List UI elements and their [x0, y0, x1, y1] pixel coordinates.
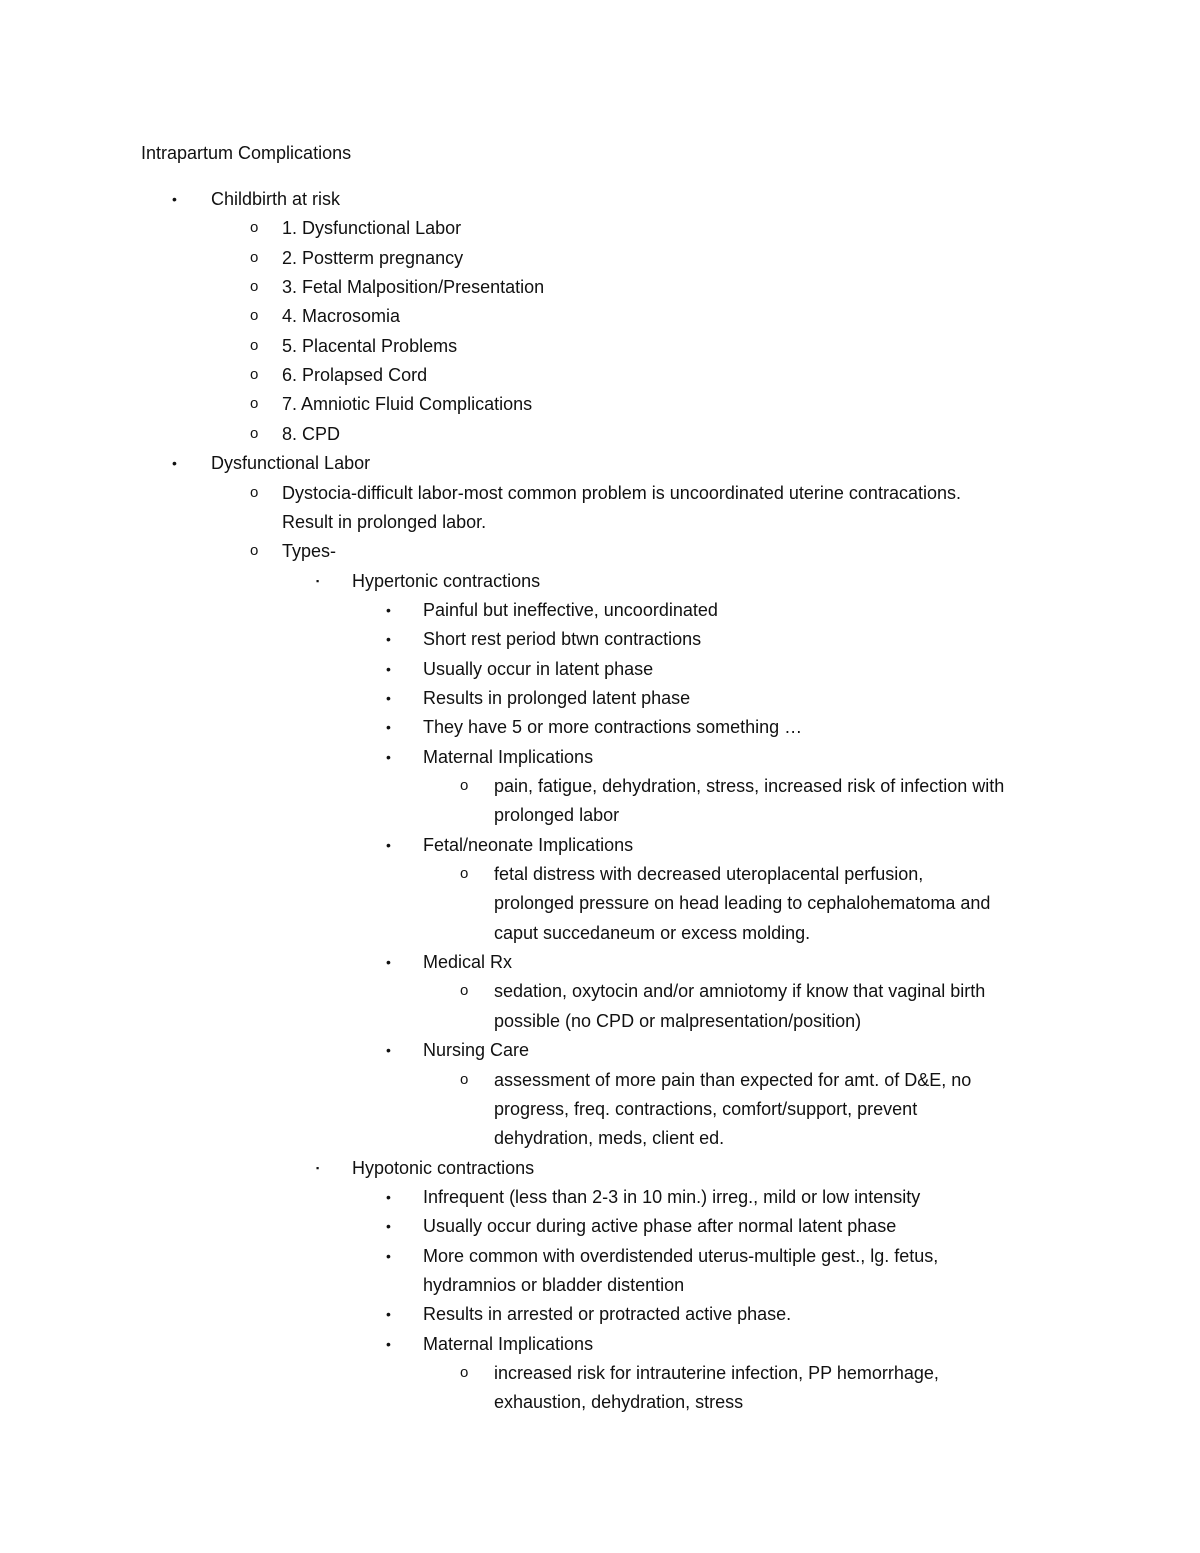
- outline-line-text: exhaustion, dehydration, stress: [494, 1392, 744, 1413]
- bullet-marker-icon: •: [386, 601, 391, 618]
- outline-line-text: They have 5 or more contractions something …: [423, 717, 803, 738]
- outline-line-text: Nursing Care: [423, 1040, 530, 1061]
- outline-line-text: increased risk for intrauterine infection, PP hemorrhage,: [494, 1363, 939, 1383]
- circle-marker-icon: o: [250, 542, 259, 560]
- circle-marker-icon: o: [250, 248, 259, 266]
- outline-line-text: Infrequent (less than 2-3 in 10 min.) irreg., mild or low intensity: [423, 1186, 921, 1207]
- outline-line-text: dehydration, meds, client ed.: [494, 1128, 725, 1149]
- outline-line-text: Hypotonic contractions: [352, 1157, 535, 1178]
- outline-line-text: Hypertonic contractions: [352, 570, 541, 591]
- outline-line-text: fetal distress with decreased uteroplacental perfusion,: [494, 864, 924, 885]
- outline-line-text: Childbirth at risk: [211, 189, 341, 209]
- outline-line-text: prolonged labor: [494, 805, 620, 826]
- outline-line-text: Results in arrested or protracted active phase.: [423, 1304, 792, 1325]
- outline-line-text: 6. Prolapsed Cord: [282, 365, 428, 386]
- outline-line-text: 3. Fetal Malposition/Presentation: [282, 277, 545, 298]
- outline-line-text: More common with overdistended uterus-multiple gest., lg. fetus,: [423, 1245, 939, 1266]
- circle-marker-icon: o: [460, 982, 469, 1000]
- bullet-marker-icon: •: [386, 836, 391, 853]
- outline-line-text: Types-: [282, 541, 337, 562]
- bullet-marker-icon: •: [386, 660, 391, 677]
- outline-line-text: Fetal/neonate Implications: [423, 834, 634, 855]
- circle-marker-icon: o: [250, 483, 259, 501]
- square-marker-icon: ▪: [316, 1162, 320, 1173]
- outline-line-text: Dystocia-difficult labor-most common problem is uncoordinated uterine contracations.: [282, 482, 961, 503]
- bullet-marker-icon: •: [386, 1335, 391, 1352]
- circle-marker-icon: o: [460, 1070, 469, 1088]
- outline-line-text: Usually occur during active phase after normal latent phase: [423, 1216, 897, 1237]
- bullet-marker-icon: •: [386, 954, 391, 971]
- bullet-marker-icon: •: [386, 1218, 391, 1235]
- circle-marker-icon: o: [250, 395, 259, 413]
- outline-line-text: Maternal Implications: [423, 746, 594, 767]
- outline-line-text: Maternal Implications: [423, 1333, 594, 1354]
- circle-marker-icon: o: [460, 777, 469, 794]
- bullet-marker-icon: •: [386, 1306, 391, 1323]
- outline-line-text: 4. Macrosomia: [282, 306, 401, 327]
- circle-marker-icon: o: [250, 424, 259, 442]
- circle-marker-icon: o: [250, 336, 259, 354]
- bullet-marker-icon: •: [386, 1247, 391, 1264]
- outline-line-text: Painful but ineffective, uncoordinated: [423, 599, 718, 620]
- outline-line-text: Results in prolonged latent phase: [423, 687, 691, 708]
- outline-line-text: Dysfunctional Labor: [211, 453, 371, 474]
- outline-line-text: 1. Dysfunctional Labor: [282, 218, 462, 239]
- outline-line-text: Medical Rx: [423, 952, 513, 973]
- outline-line-text: 2. Postterm pregnancy: [282, 247, 464, 268]
- bullet-marker-icon: •: [172, 191, 177, 207]
- outline-line-text: caput succedaneum or excess molding.: [494, 922, 811, 943]
- bullet-marker-icon: •: [386, 689, 391, 706]
- bullet-marker-icon: •: [386, 1188, 391, 1205]
- bullet-marker-icon: •: [386, 631, 391, 648]
- circle-marker-icon: o: [250, 307, 259, 325]
- outline-line-text: 8. CPD: [282, 423, 341, 444]
- outline-line-text: pain, fatigue, dehydration, stress, increased risk of infection with: [494, 776, 1005, 796]
- outline-line-text: 7. Amniotic Fluid Complications: [282, 394, 533, 415]
- outline-line-text: hydramnios or bladder distention: [423, 1274, 685, 1295]
- bullet-marker-icon: •: [172, 455, 177, 472]
- circle-marker-icon: o: [460, 865, 469, 883]
- outline-line-text: possible (no CPD or malpresentation/position): [494, 1010, 862, 1031]
- circle-marker-icon: o: [250, 278, 259, 296]
- page-title: Intrapartum Complications: [141, 143, 352, 163]
- outline-line-text: prolonged pressure on head leading to cephalohematoma and: [494, 893, 991, 914]
- outline-line-text: Result in prolonged labor.: [282, 511, 487, 532]
- outline-line-text: sedation, oxytocin and/or amniotomy if know that vaginal birth: [494, 981, 986, 1002]
- bullet-marker-icon: •: [386, 719, 391, 736]
- outline-line-text: Usually occur in latent phase: [423, 658, 654, 679]
- outline-line-text: Short rest period btwn contractions: [423, 629, 702, 650]
- outline-line-text: progress, freq. contractions, comfort/support, prevent: [494, 1098, 918, 1119]
- square-marker-icon: ▪: [316, 575, 320, 586]
- bullet-marker-icon: •: [386, 1042, 391, 1059]
- circle-marker-icon: o: [250, 219, 259, 237]
- outline-line-text: 5. Placental Problems: [282, 335, 458, 356]
- outline-line-text: assessment of more pain than expected for amt. of D&E, no: [494, 1069, 972, 1090]
- circle-marker-icon: o: [250, 366, 259, 384]
- bullet-marker-icon: •: [386, 748, 391, 765]
- circle-marker-icon: o: [460, 1364, 469, 1381]
